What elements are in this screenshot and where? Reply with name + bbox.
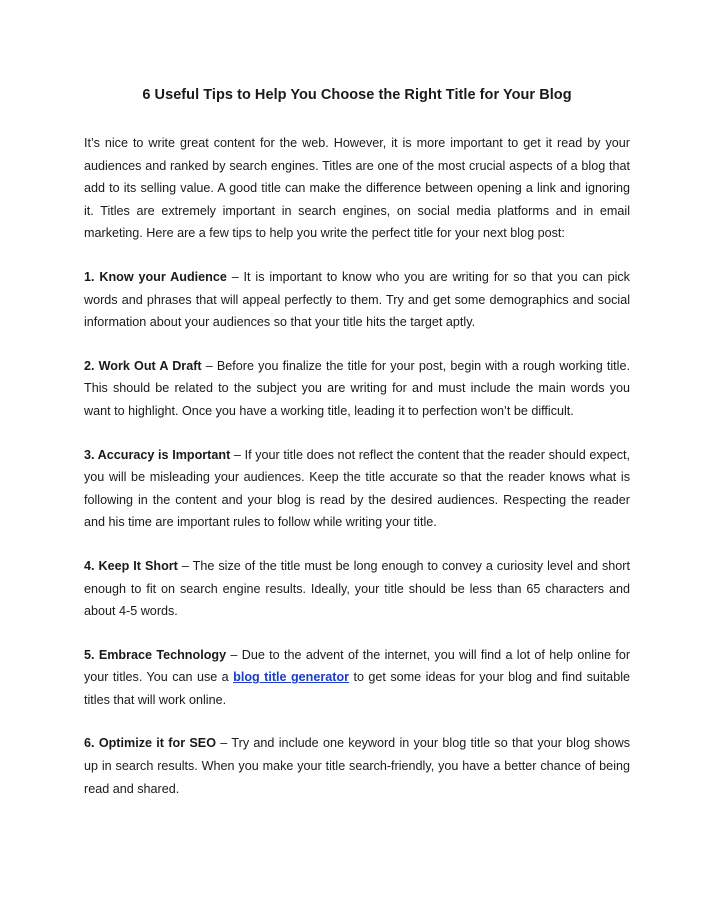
tip-1-heading: 1. Know your Audience (84, 269, 227, 284)
blog-title-generator-link[interactable]: blog title generator (233, 670, 350, 685)
intro-paragraph: It’s nice to write great content for the web. However, it is more important to get it read by your audiences and ranked by search engines. Titles are one of the most crucial aspects of a blog that add to its selling value. A good title can make the difference between opening a link and ignoring it. Titles are extremely important in search engines, on social media platforms and in email marketing. Here are a few tips to help you write the perfect title for your next blog post: (84, 136, 630, 241)
document-title: 6 Useful Tips to Help You Choose the Right Title for Your Blog (142, 87, 572, 103)
tip-1-text: – It is important to know who you are writing for so that you can pick words and phrases that will appeal perfectly to them. Try and get some demographics and social information about your audiences so that your title hits the target aptly. (84, 269, 630, 330)
tip-4-text: – The size of the title must be long enough to convey a curiosity level and short enough to fit on search engine results. Ideally, your title should be less than 65 characters and about 4-5 words. (84, 558, 630, 619)
tip-3 (84, 444, 630, 534)
tip-6-heading: 6. Optimize it for SEO (84, 736, 216, 751)
tip-2-heading: 2. Work Out A Draft (84, 358, 202, 373)
document-page (84, 0, 630, 800)
tip-5-text-before: – Due to the advent of the internet, you will find a lot of help online for your titles. You can use a (84, 647, 631, 685)
tip-2-text: – Before you finalize the title for your post, begin with a rough working title. This should be related to the subject you are writing for and must include the main words you want to highlight. Once you have a working title, leading it to perfection won’t be difficult. (84, 358, 630, 418)
tip-3-text: – If your title does not reflect the content that the reader should expect, you will be misleading your audiences. Keep the title accurate so that the reader knows what is following in the content and your blog is read by the desired audiences. Respecting the reader and his time are important rules to follow while writing your title. (84, 447, 630, 530)
tip-6 (84, 732, 630, 800)
tip-1 (84, 266, 630, 334)
tip-5-text-after: to get some ideas for your blog and find suitable titles that will work online. (84, 670, 630, 707)
tip-3-heading: 3. Accuracy is Important (84, 447, 231, 462)
tip-4-heading: 4. Keep It Short (84, 558, 178, 573)
tip-2 (84, 355, 630, 423)
tip-5-heading: 5. Embrace Technology (84, 647, 227, 662)
tip-6-text: – Try and include one keyword in your blog title so that your blog shows up in search results. When you make your title search-friendly, you have a better chance of being read and shared. (84, 736, 630, 796)
tip-4 (84, 555, 630, 623)
tip-5 (84, 644, 630, 712)
